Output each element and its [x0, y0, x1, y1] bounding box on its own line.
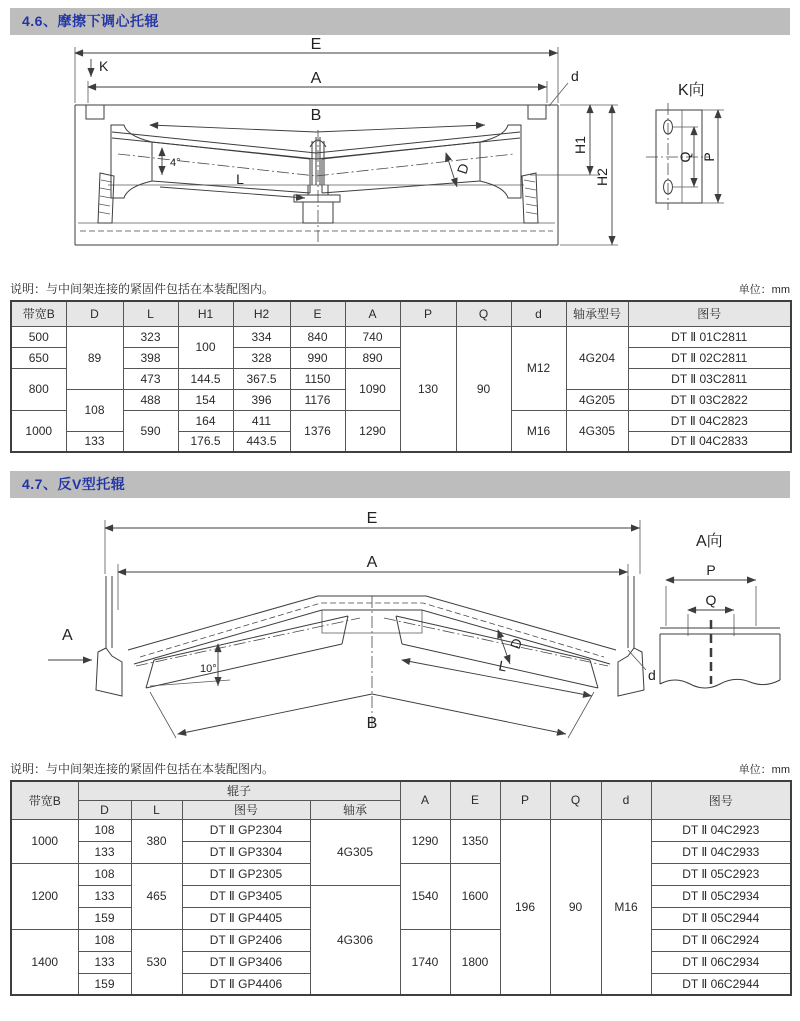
dim-l	[402, 657, 592, 696]
table-cell: DT Ⅱ 03C2822	[628, 389, 791, 410]
col-header: 带宽B	[11, 781, 78, 819]
dim-label-diameter: D	[453, 161, 472, 176]
table-header-row	[11, 781, 791, 800]
unit-2: 单位：mm	[738, 764, 790, 776]
table-cell: 164	[178, 410, 233, 431]
table-cell: 398	[123, 347, 178, 368]
dim-label-e: E	[366, 510, 378, 527]
table-cell: 1540	[400, 863, 450, 929]
col-header: D	[78, 800, 131, 819]
table-cell: 154	[178, 389, 233, 410]
drawing-1-wrap	[0, 35, 800, 280]
table-cell: M12	[511, 326, 566, 410]
spec-table-friction-idler	[10, 300, 792, 453]
table-cell: 108	[78, 929, 131, 951]
table-cell: 159	[78, 973, 131, 995]
table-cell: 890	[345, 347, 400, 368]
table-cell: 840	[290, 326, 345, 347]
col-header: L	[123, 301, 178, 326]
table-cell: DT Ⅱ 03C2811	[628, 368, 791, 389]
table-cell: 176.5	[178, 431, 233, 452]
table-cell: 411	[233, 410, 290, 431]
section-header-4-6: 4.6、摩擦下调心托辊	[10, 8, 790, 35]
table-cell: DT Ⅱ GP2305	[182, 863, 310, 885]
table-cell: DT Ⅱ 04C2833	[628, 431, 791, 452]
table-cell: 1290	[345, 410, 400, 452]
table-cell: 1150	[290, 368, 345, 389]
a-view-label-q: Q	[705, 592, 717, 608]
col-header: A	[400, 781, 450, 819]
table-cell: 133	[78, 951, 131, 973]
table-cell: 396	[233, 389, 290, 410]
table-cell: DT Ⅱ 02C2811	[628, 347, 791, 368]
table-cell: 800	[11, 368, 66, 410]
table-cell: 465	[131, 863, 182, 929]
table-cell: DT Ⅱ 05C2923	[651, 863, 791, 885]
col-header: E	[290, 301, 345, 326]
section-header-4-7: 4.7、反V型托辊	[10, 471, 790, 498]
table-row	[11, 929, 791, 951]
table-cell: 1740	[400, 929, 450, 995]
table-cell: 1176	[290, 389, 345, 410]
table-cell: DT Ⅱ 04C2923	[651, 819, 791, 841]
table-cell: 90	[550, 819, 601, 995]
inverted-v-idler-drawing	[0, 498, 800, 760]
table-cell: 990	[290, 347, 345, 368]
spec-table-inverted-v-idler	[10, 780, 792, 996]
friction-aligning-idler-drawing	[0, 35, 800, 280]
table-cell: 144.5	[178, 368, 233, 389]
table-cell: DT Ⅱ GP4406	[182, 973, 310, 995]
table-cell: 740	[345, 326, 400, 347]
view-arrow-label: A	[62, 627, 73, 644]
table-cell: 4G205	[566, 389, 628, 410]
dim-l	[160, 171, 305, 198]
center-pivot	[294, 130, 340, 243]
dim-h1-h2	[530, 105, 618, 245]
col-header: D	[66, 301, 123, 326]
table-cell: 1400	[11, 929, 78, 995]
dim-d-bolt	[549, 68, 579, 106]
a-view	[660, 532, 780, 688]
unit-1: 单位：mm	[738, 284, 790, 296]
table-cell: 500	[11, 326, 66, 347]
table-cell: DT Ⅱ GP2304	[182, 819, 310, 841]
table-cell: 380	[131, 819, 182, 863]
table-cell: 488	[123, 389, 178, 410]
dim-label-k: K	[99, 58, 109, 74]
table-cell: 159	[78, 907, 131, 929]
dim-a	[118, 554, 628, 610]
table-cell: 89	[66, 326, 123, 389]
col-header: L	[131, 800, 182, 819]
table-header-row	[11, 301, 791, 326]
table-cell: 100	[178, 326, 233, 368]
table-cell: 1290	[400, 819, 450, 863]
table-row	[11, 819, 791, 841]
note-row-1	[10, 280, 790, 297]
table-cell: 1350	[450, 819, 500, 863]
table-cell: 334	[233, 326, 290, 347]
dim-angle	[200, 644, 218, 686]
table-cell: 130	[400, 326, 456, 452]
table-cell: 133	[66, 431, 123, 452]
table-cell: 1000	[11, 410, 66, 452]
table-cell: DT Ⅱ 06C2924	[651, 929, 791, 951]
col-header: P	[500, 781, 550, 819]
dim-label-b: B	[366, 715, 378, 732]
col-header: 图号	[628, 301, 791, 326]
table-cell: DT Ⅱ GP3405	[182, 885, 310, 907]
table-cell: 4G306	[310, 885, 400, 995]
k-view-label-q: Q	[677, 151, 693, 163]
dim-label-h2: H2	[594, 168, 610, 186]
col-header: P	[400, 301, 456, 326]
view-direction-arrow	[48, 627, 92, 660]
table-cell: 1200	[11, 863, 78, 929]
a-view-label-p: P	[706, 562, 716, 578]
table-cell: DT Ⅱ GP2406	[182, 929, 310, 951]
dim-k	[91, 58, 109, 77]
dim-angle	[162, 148, 181, 175]
col-header: E	[450, 781, 500, 819]
dim-label-h1: H1	[572, 136, 588, 154]
table-cell: 4G305	[310, 819, 400, 885]
table-cell: 108	[78, 863, 131, 885]
k-view-title: K向	[678, 82, 705, 99]
table-cell: DT Ⅱ 06C2944	[651, 973, 791, 995]
table-cell: 328	[233, 347, 290, 368]
dim-b	[150, 107, 485, 132]
col-header: 图号	[182, 800, 310, 819]
dim-label-angle: 4°	[170, 157, 181, 169]
note-1: 说明：与中间架连接的紧固件包括在本装配图内。	[10, 282, 275, 296]
table-cell: 530	[131, 929, 182, 995]
table-cell: DT Ⅱ 04C2823	[628, 410, 791, 431]
col-header: A	[345, 301, 400, 326]
col-header: 轴承型号	[566, 301, 628, 326]
table-cell: 196	[500, 819, 550, 995]
col-header: d	[511, 301, 566, 326]
table-cell: 1800	[450, 929, 500, 995]
table-cell: 133	[78, 885, 131, 907]
table-cell: 4G204	[566, 326, 628, 389]
table-cell: 1600	[450, 863, 500, 929]
dim-label-l: L	[236, 171, 244, 187]
table-cell: DT Ⅱ 05C2944	[651, 907, 791, 929]
a-view-title: A向	[696, 533, 723, 550]
table-cell: 108	[78, 819, 131, 841]
dim-a	[88, 70, 547, 103]
k-view	[646, 81, 724, 210]
col-header: H2	[233, 301, 290, 326]
table-cell: 323	[123, 326, 178, 347]
table-cell: 4G305	[566, 410, 628, 452]
col-header: 轴承	[310, 800, 400, 819]
table-cell: 1000	[11, 819, 78, 863]
k-view-label-p: P	[701, 152, 717, 162]
table-cell: DT Ⅱ GP3406	[182, 951, 310, 973]
table-cell: M16	[601, 819, 651, 995]
table-cell: DT Ⅱ 06C2934	[651, 951, 791, 973]
col-header: H1	[178, 301, 233, 326]
table-cell: 90	[456, 326, 511, 452]
dim-label-d-bolt: d	[571, 68, 579, 84]
table-cell: DT Ⅱ 01C2811	[628, 326, 791, 347]
table-cell: 133	[78, 841, 131, 863]
col-header-group: 辊子	[78, 781, 400, 800]
table-cell: DT Ⅱ 04C2933	[651, 841, 791, 863]
dim-label-diameter: D	[506, 636, 526, 652]
table-cell: 108	[66, 389, 123, 431]
table-cell: 1376	[290, 410, 345, 452]
note-row-2	[10, 760, 790, 777]
col-header: Q	[550, 781, 601, 819]
table-row	[11, 326, 791, 347]
dim-label-l: L	[497, 657, 509, 675]
drawing-2-wrap	[0, 498, 800, 760]
col-header: d	[601, 781, 651, 819]
table-cell: 1090	[345, 368, 400, 410]
table-cell: 443.5	[233, 431, 290, 452]
col-header: Q	[456, 301, 511, 326]
table-cell: DT Ⅱ 05C2934	[651, 885, 791, 907]
note-2: 说明：与中间架连接的紧固件包括在本装配图内。	[10, 762, 275, 776]
col-header: 图号	[651, 781, 791, 819]
table-cell: DT Ⅱ GP4405	[182, 907, 310, 929]
table-cell: DT Ⅱ GP3304	[182, 841, 310, 863]
dim-label-a: A	[310, 70, 322, 87]
table-cell: 473	[123, 368, 178, 389]
dim-label-d-bolt: d	[648, 667, 656, 683]
col-header: 带宽B	[11, 301, 66, 326]
dim-label-b: B	[310, 107, 322, 124]
dim-label-a: A	[366, 554, 378, 571]
table-cell: 650	[11, 347, 66, 368]
dim-label-angle: 10°	[200, 663, 217, 675]
table-cell: M16	[511, 410, 566, 452]
dim-label-e: E	[310, 36, 322, 53]
table-cell: 367.5	[233, 368, 290, 389]
table-cell: 590	[123, 410, 178, 452]
table-row	[11, 863, 791, 885]
